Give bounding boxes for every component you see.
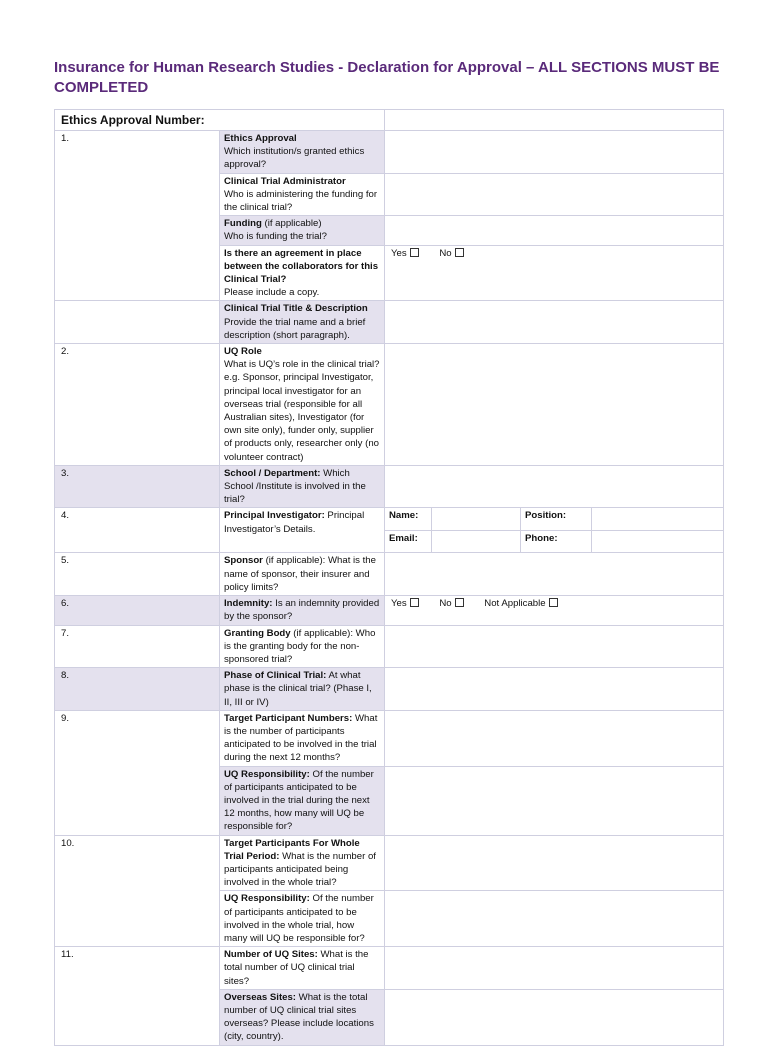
pi-name-label: Name:	[385, 508, 432, 530]
question-trial-title: Clinical Trial Title & Description Provide the trial name and a brief description (short paragraph).	[220, 301, 385, 344]
question-ethics-approval: Ethics Approval Which institution/s granted ethics approval?	[220, 131, 385, 174]
question-uq-responsibility-whole: UQ Responsibility: Of the number of participants anticipated to be involved in the whole trial, how many will UQ be responsible for?	[220, 891, 385, 947]
answer-agreement	[385, 245, 724, 301]
row-number: 11.	[55, 947, 220, 1045]
question-sponsor: Sponsor (if applicable): What is the name of sponsor, their insurer and policy limits?	[220, 553, 385, 596]
pi-position-field[interactable]	[592, 508, 724, 530]
answer-ethics-approval[interactable]	[385, 131, 724, 174]
answer-target-participants[interactable]	[385, 710, 724, 766]
row-number: 3.	[55, 465, 220, 508]
answer-uq-responsibility-whole[interactable]	[385, 891, 724, 947]
ethics-approval-number-field[interactable]	[385, 110, 724, 131]
answer-uq-role[interactable]	[385, 344, 724, 466]
answer-phase[interactable]	[385, 668, 724, 711]
answer-sponsor[interactable]	[385, 553, 724, 596]
question-principal-investigator: Principal Investigator: Principal Investigator’s Details.	[220, 508, 385, 553]
answer-whole-trial-participants[interactable]	[385, 835, 724, 891]
row-number: 9.	[55, 710, 220, 835]
declaration-table	[54, 109, 724, 1046]
answer-granting-body[interactable]	[385, 625, 724, 668]
question-uq-responsibility-12m: UQ Responsibility: Of the number of participants anticipated to be involved in the trial during the next 12 months, how many will UQ be responsible for?	[220, 766, 385, 835]
indemnity-no-checkbox[interactable]: No	[439, 597, 463, 610]
row-number: 4.	[55, 508, 220, 553]
question-granting-body: Granting Body (if applicable): Who is the granting body for the non-sponsored trial?	[220, 625, 385, 668]
question-uq-sites: Number of UQ Sites: What is the total number of UQ clinical trial sites?	[220, 947, 385, 990]
answer-uq-sites[interactable]	[385, 947, 724, 990]
row-number: 7.	[55, 625, 220, 668]
question-phase: Phase of Clinical Trial: At what phase is the clinical trial? (Phase I, II, III or IV)	[220, 668, 385, 711]
question-uq-role: UQ Role What is UQ’s role in the clinical trial? e.g. Sponsor, principal Investigator, principal local investigator for an overseas trial (responsible for all Australian sites), Investigator (for own site only), funder only, supplier of products only, researcher only (no volunteer contract)	[220, 344, 385, 466]
row-number: 10.	[55, 835, 220, 947]
answer-school-department[interactable]	[385, 465, 724, 508]
agreement-no-checkbox[interactable]: No	[439, 247, 463, 260]
agreement-yes-checkbox[interactable]: Yes	[391, 247, 419, 260]
ethics-approval-number-label: Ethics Approval Number:	[55, 110, 385, 131]
pi-details-grid	[385, 508, 724, 553]
answer-indemnity	[385, 596, 724, 625]
answer-trial-title[interactable]	[385, 301, 724, 344]
pi-position-label: Position:	[521, 508, 592, 530]
pi-phone-label: Phone:	[521, 530, 592, 552]
answer-overseas-sites[interactable]	[385, 989, 724, 1045]
form-title: Insurance for Human Research Studies - Declaration for Approval – ALL SECTIONS MUST BE COMPLETED	[54, 59, 720, 96]
pi-phone-field[interactable]	[592, 530, 724, 552]
answer-trial-administrator[interactable]	[385, 173, 724, 216]
indemnity-yes-checkbox[interactable]: Yes	[391, 597, 419, 610]
answer-funding[interactable]	[385, 216, 724, 245]
question-overseas-sites: Overseas Sites: What is the total number of UQ clinical trial sites overseas? Please include locations (city, country).	[220, 989, 385, 1045]
row-number: 1.	[55, 131, 220, 301]
question-target-participants: Target Participant Numbers: What is the number of participants anticipated to be involved in the trial during the next 12 months?	[220, 710, 385, 766]
row-number: 8.	[55, 668, 220, 711]
answer-uq-responsibility-12m[interactable]	[385, 766, 724, 835]
row-number: 5.	[55, 553, 220, 596]
pi-email-label: Email:	[385, 530, 432, 552]
question-school-department: School / Department: Which School /Institute is involved in the trial?	[220, 465, 385, 508]
question-trial-administrator: Clinical Trial Administrator Who is administering the funding for the clinical trial?	[220, 173, 385, 216]
row-number: 6.	[55, 596, 220, 625]
question-agreement: Is there an agreement in place between the collaborators for this Clinical Trial? Please include a copy.	[220, 245, 385, 301]
pi-email-field[interactable]	[432, 530, 521, 552]
indemnity-na-checkbox[interactable]: Not Applicable	[484, 597, 557, 610]
question-whole-trial-participants: Target Participants For Whole Trial Period: What is the number of participants anticipated being involved in the whole trial?	[220, 835, 385, 891]
question-funding: Funding (if applicable) Who is funding the trial?	[220, 216, 385, 245]
pi-name-field[interactable]	[432, 508, 521, 530]
row-number: 2.	[55, 344, 220, 466]
question-indemnity: Indemnity: Is an indemnity provided by the sponsor?	[220, 596, 385, 625]
